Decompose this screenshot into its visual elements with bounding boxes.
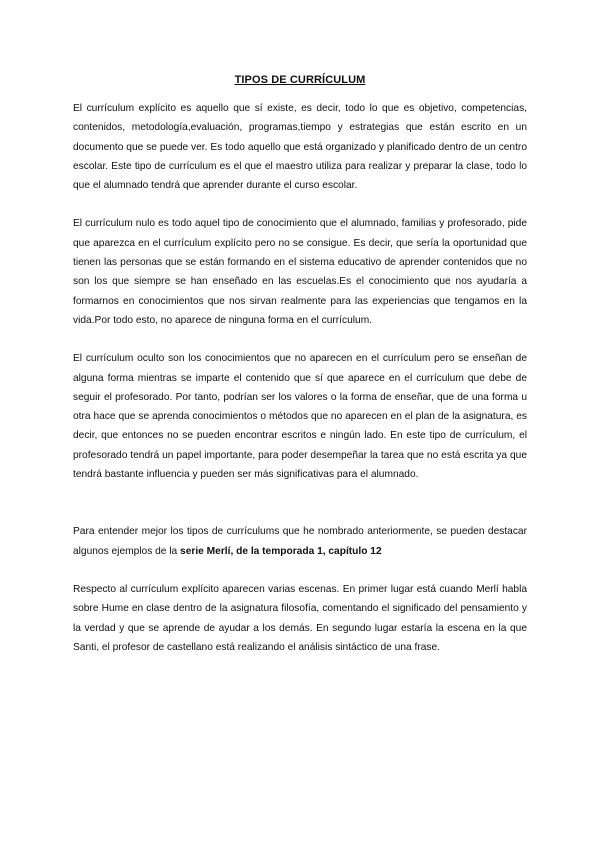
series-reference: serie Merlí, de la temporada 1, capítulo 12 — [180, 545, 382, 557]
paragraph-curriculum-oculto: El currículum oculto son los conocimientos que no aparecen en el currículum pero se enseñan de alguna forma mientras se imparte el contenido que sí que aparece en el currículum que debe de seguir el profesorado. Por tanto, podrían ser los valores o la forma de enseñar, que de una forma u otra hace que se aprenda conocimientos o métodos que no aparecen en el plan de la asignatura, es decir, que entonces no se pueden encontrar escritos e ningún lado. En este tipo de currículum, el profesorado tendrá un papel importante, para poder desempeñar la tarea que no está escrita ya que tendrá bastante influencia y pueden ser más significativas para el alumnado. — [73, 353, 527, 481]
paragraph-examples-intro — [73, 522, 527, 561]
paragraph-curriculum-explicito: El currículum explícito es aquello que sí existe, es decir, todo lo que es objetivo, competencias, contenidos, metodología,evaluación, programas,tiempo y estrategias que están escrito en un documento que se puede ver. Es todo aquello que está organizado y planificado dentro de un centro escolar. Este tipo de currículum es el que el maestro utiliza para realizar y preparar la clase, todo lo que el alumnado tendrá que aprender durante el curso escolar. — [73, 103, 527, 192]
paragraph-curriculum-nulo: El currículum nulo es todo aquel tipo de conocimiento que el alumnado, familias y profesorado, pide que aparezca en el currículum explícito pero no se consigue. Es decir, que sería la oportunidad que tienen las personas que se están formando en el sistema educativo de aprender contenidos que no son los que siempre se han enseñado en las escuelas.Es el conocimiento que nos ayudaría a formarnos en conocimientos que nos sirvan realmente para las experiencias que tengamos en la vida.Por todo esto, no aparece de ninguna forma en el currículum. — [73, 218, 527, 326]
paragraph-explicit-example: Respecto al currículum explícito aparecen varias escenas. En primer lugar está cuando Merlí habla sobre Hume en clase dentro de la asignatura filosofía, comentando el significado del pensamiento y la verdad y que se aprende de ayudar a los demás. En segundo lugar estaría la escena en la que Santi, el profesor de castellano está realizando el análisis sintáctico de una frase. — [73, 583, 527, 653]
document-body — [73, 99, 527, 657]
paragraph-examples-intro-text: Para entender mejor los tipos de currículums que he nombrado anteriormente, se pueden destacar algunos ejemplos de la — [73, 526, 527, 557]
document-title: TIPOS DE CURRÍCULUM — [234, 74, 366, 86]
